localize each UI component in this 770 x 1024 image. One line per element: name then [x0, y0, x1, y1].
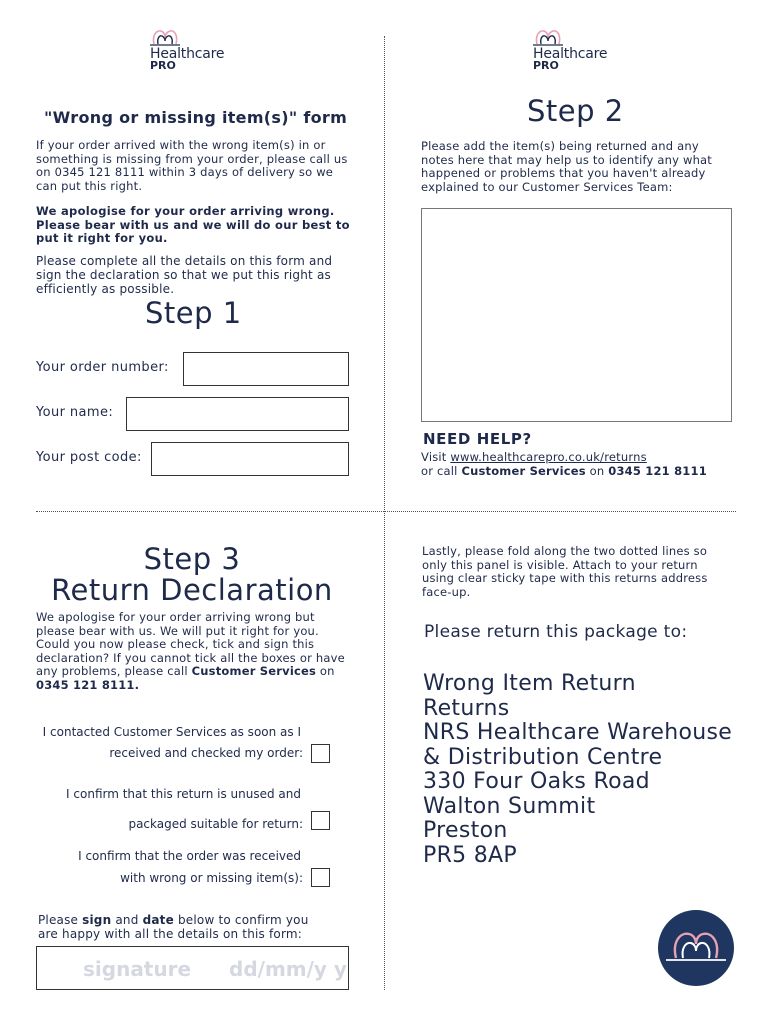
- need-help-title: NEED HELP?: [423, 430, 532, 448]
- step1-title: Step 1: [145, 296, 242, 330]
- signature-date-box[interactable]: [36, 946, 349, 990]
- healthcare-pro-logo-right: [533, 26, 623, 70]
- name-label: Your name:: [36, 405, 114, 420]
- healthcare-pro-logo: [150, 26, 240, 70]
- return-to-heading: Please return this package to:: [424, 622, 688, 642]
- declaration-1-line1: I contacted Customer Services as soon as I: [42, 725, 301, 739]
- vertical-fold-line: [384, 36, 385, 990]
- phone-number: 0345 121 8111: [608, 463, 707, 478]
- postcode-label: Your post code:: [36, 450, 142, 465]
- step3-title: Step 3: [143, 542, 241, 576]
- step2-instructions: Please add the item(s) being returned and any notes here that may help us to identify any what happened or problems that you haven't already explained to our Customer Services Team:: [421, 139, 713, 194]
- declaration-3-checkbox[interactable]: [311, 868, 330, 887]
- declaration-intro: We apologise for your order arriving wrong but please bear with us. We will put it right for you. Could you now please check, tick and sign this declaration? If you cannot tick all the boxes or have any problems, please call Customer Services on 0345 121 8111.: [36, 610, 345, 692]
- date-placeholder: dd/mm/y y: [229, 957, 347, 981]
- horizontal-fold-line: [36, 511, 736, 512]
- postcode-field[interactable]: [151, 442, 349, 476]
- declaration-2-line1: I confirm that this return is unused and: [66, 787, 301, 801]
- signature-placeholder: signature: [83, 957, 192, 981]
- declaration-3-line2: with wrong or missing item(s):: [120, 871, 303, 885]
- declaration-1-checkbox[interactable]: [311, 744, 330, 763]
- brand-suffix: PRO: [533, 59, 559, 72]
- items-notes-textarea[interactable]: [421, 208, 732, 422]
- fold-instructions: Lastly, please fold along the two dotted lines so only this panel is visible. Attach to your return using clear sticky tape with this returns address face-up.: [422, 544, 708, 599]
- brand-name: Healthcare: [533, 46, 608, 62]
- step2-title: Step 2: [527, 94, 624, 128]
- order-number-label: Your order number:: [36, 360, 169, 375]
- form-title: "Wrong or missing item(s)" form: [44, 108, 348, 127]
- return-address: Wrong Item Return Returns NRS Healthcare Warehouse & Distribution Centre 330 Four Oaks Road Walton Summit Preston PR5 8AP: [423, 671, 733, 868]
- heart-logo-icon: [533, 26, 563, 46]
- name-field[interactable]: [126, 397, 349, 431]
- order-number-field[interactable]: [183, 352, 349, 386]
- apology-paragraph: We apologise for your order arriving wrong. Please bear with us and we will do our best to put it right for you.: [36, 204, 350, 245]
- healthcare-pro-badge: [658, 910, 734, 986]
- help-contact: Visit www.healthcarepro.co.uk/returns or call Customer Services on 0345 121 8111: [421, 450, 707, 478]
- declaration-2-checkbox[interactable]: [311, 811, 330, 830]
- brand-name: Healthcare: [150, 46, 225, 62]
- instruction-paragraph: Please complete all the details on this form and sign the declaration so that we put this right as efficiently as possible.: [36, 254, 333, 296]
- brand-suffix: PRO: [150, 59, 176, 72]
- declaration-3-line1: I confirm that the order was received: [78, 849, 301, 863]
- returns-website-link[interactable]: www.healthcarepro.co.uk/returns: [450, 450, 647, 464]
- step3-subtitle: Return Declaration: [51, 573, 333, 607]
- heart-logo-icon: [150, 26, 180, 46]
- declaration-1-line2: received and checked my order:: [109, 746, 303, 760]
- sign-instructions: Please sign and date below to confirm you are happy with all the details on this form:: [38, 913, 309, 941]
- declaration-2-line2: packaged suitable for return:: [128, 817, 303, 831]
- heart-logo-icon: [658, 910, 734, 986]
- intro-paragraph: If your order arrived with the wrong item(s) in or something is missing from your order, please call us on 0345 121 8111 within 3 days of delivery so we can put this right.: [36, 138, 348, 193]
